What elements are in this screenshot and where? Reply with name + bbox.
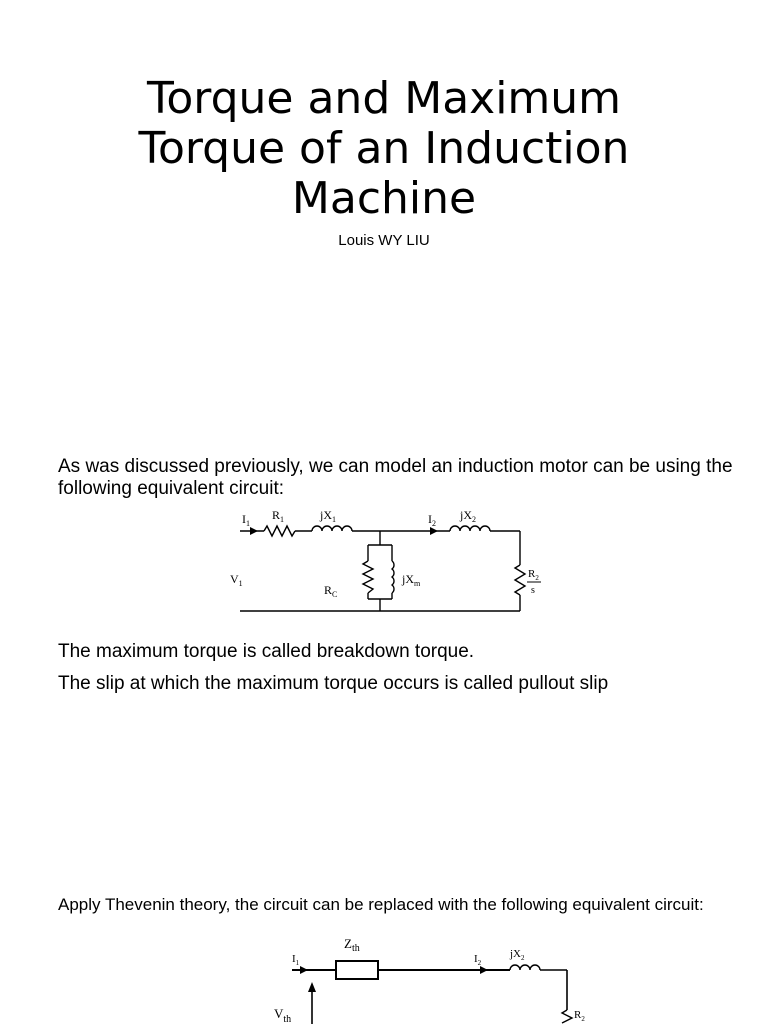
breakdown-torque-text: The maximum torque is called breakdown torque. [58, 641, 475, 662]
svg-text:jX1 [319, 508, 336, 524]
label-r2s-num: R [528, 568, 536, 580]
label-vth: V [274, 1006, 284, 1021]
label-thev-r2: R [574, 1009, 582, 1021]
label-zth-sub: th [351, 943, 360, 954]
svg-text:I1 [242, 512, 250, 528]
label-thev-r2-sub: 2 [581, 1015, 585, 1023]
title-line-1: Torque and Maximum [146, 73, 622, 124]
label-i1-sub: 1 [246, 519, 250, 528]
title-line-2: Torque of an Induction [138, 123, 630, 174]
thevenin-intro: Apply Thevenin theory, the circuit can be replaced with the following equivalent circuit: [58, 895, 704, 914]
label-jx1-sub: 1 [332, 515, 336, 524]
label-jx2: jX [460, 508, 472, 522]
svg-text:I2 [474, 953, 482, 967]
thevenin-circuit-diagram [270, 930, 600, 1024]
intro-paragraph: As was discussed previously, we can model an induction motor can be using the following equivalent circuit: [58, 456, 733, 499]
title-line-3: Machine [291, 173, 477, 224]
label-thev-i2: I [474, 953, 478, 965]
label-jx1: jX [320, 508, 332, 522]
svg-text:V1 [230, 572, 243, 588]
slide-title-heading [60, 74, 708, 224]
svg-text:R2 [574, 1009, 585, 1023]
label-thev-i1: I [292, 953, 296, 965]
label-thev-i2-sub: 2 [477, 959, 482, 967]
label-i2: I [428, 512, 432, 526]
label-i1: I [242, 512, 246, 526]
label-jxm: jX [402, 572, 414, 586]
svg-text:I1 [292, 953, 300, 967]
label-r1-sub: 1 [280, 515, 285, 524]
label-thev-i1-sub: 1 [295, 959, 300, 967]
label-rc: R [324, 583, 333, 597]
svg-text:jX2 [509, 948, 525, 962]
slide-thevenin-circuit [0, 870, 768, 1024]
label-jxm-sub: m [414, 579, 421, 588]
slide-equivalent-circuit [0, 440, 768, 780]
svg-text:Zth [344, 936, 360, 954]
svg-text:R1 [272, 508, 284, 524]
equivalent-circuit-diagram [228, 505, 558, 625]
label-thev-jx2: jX [510, 948, 521, 960]
author-name: Louis WY LIU [338, 232, 430, 249]
label-i2-sub: 2 [432, 519, 436, 528]
svg-text:jXm [401, 572, 421, 588]
label-jx2-sub: 2 [472, 515, 476, 524]
svg-text:R2 [528, 568, 539, 582]
label-v1-sub: 1 [238, 579, 243, 588]
label-r1: R [272, 508, 281, 522]
label-r2s-den: s [531, 585, 535, 596]
label-v1: V [230, 572, 239, 586]
label-rc-sub: C [332, 590, 338, 599]
svg-text:jX2 [459, 508, 476, 524]
label-zth: Z [344, 936, 352, 951]
svg-text:I2 [428, 512, 436, 528]
svg-text:RC [324, 583, 337, 599]
slide-title [0, 0, 768, 360]
label-r2s-num-sub: 2 [535, 574, 539, 582]
svg-text:Vth [274, 1006, 291, 1024]
label-thev-jx2-sub: 2 [521, 954, 525, 962]
label-vth-sub: th [283, 1014, 292, 1024]
pullout-slip-text: The slip at which the maximum torque occurs is called pullout slip [58, 673, 609, 694]
